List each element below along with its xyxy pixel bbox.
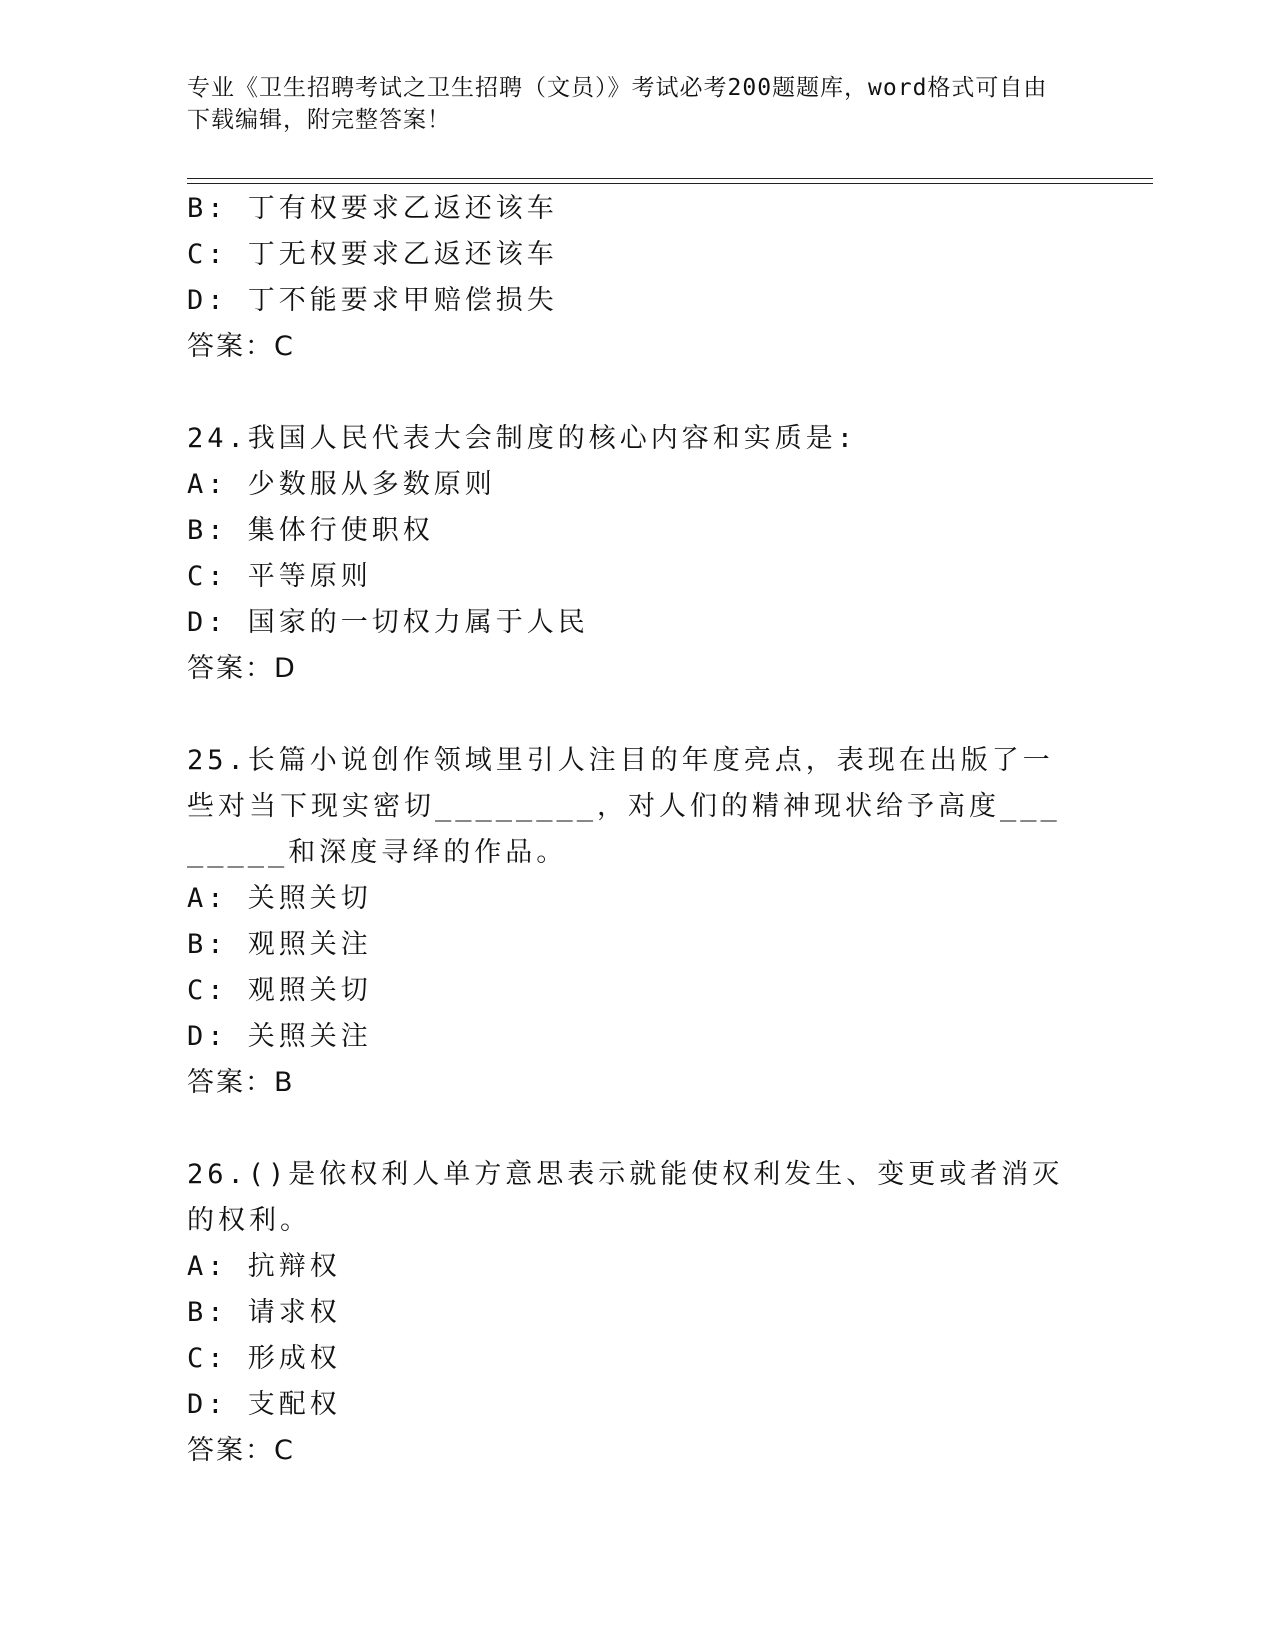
question-text: 26.()是依权利人单方意思表示就能使权利发生、变更或者消灭的权利。 [187, 1159, 1064, 1236]
option-d: D: 支配权 [187, 1389, 341, 1420]
document-header: 专业《卫生招聘考试之卫生招聘（文员）》考试必考200题题库，word格式可自由下载编辑，附完整答案！ [187, 75, 1048, 133]
option-b: B: 丁有权要求乙返还该车 [187, 193, 558, 224]
answer-line: 答案：C [187, 331, 295, 362]
option-a: A: 少数服从多数原则 [187, 469, 496, 500]
option-c: C: 观照关切 [187, 975, 372, 1006]
document-content [187, 186, 1087, 1474]
answer-line: 答案：B [187, 1067, 295, 1098]
option-c: C: 形成权 [187, 1343, 341, 1374]
question-text: 25.长篇小说创作领域里引人注目的年度亮点，表现在出版了一些对当下现实密切________，对人们的精神现状给予高度________和深度寻绎的作品。 [187, 745, 1061, 868]
answer-line: 答案：D [187, 653, 297, 684]
option-b: B: 观照关注 [187, 929, 372, 960]
option-d: D: 关照关注 [187, 1021, 372, 1052]
option-b: B: 请求权 [187, 1297, 341, 1328]
header-divider-top [187, 178, 1153, 179]
option-d: D: 国家的一切权力属于人民 [187, 607, 589, 638]
question-24 [187, 416, 1087, 692]
option-c: C: 丁无权要求乙返还该车 [187, 239, 558, 270]
option-b: B: 集体行使职权 [187, 515, 434, 546]
question-text: 24.我国人民代表大会制度的核心内容和实质是: [187, 423, 858, 454]
option-d: D: 丁不能要求甲赔偿损失 [187, 285, 558, 316]
question-26 [187, 1152, 1087, 1474]
option-a: A: 关照关切 [187, 883, 372, 914]
answer-line: 答案：C [187, 1435, 295, 1466]
option-c: C: 平等原则 [187, 561, 372, 592]
question-23-continued [187, 186, 1087, 370]
question-25 [187, 738, 1087, 1106]
option-a: A: 抗辩权 [187, 1251, 341, 1282]
header-divider-bottom [187, 183, 1153, 184]
